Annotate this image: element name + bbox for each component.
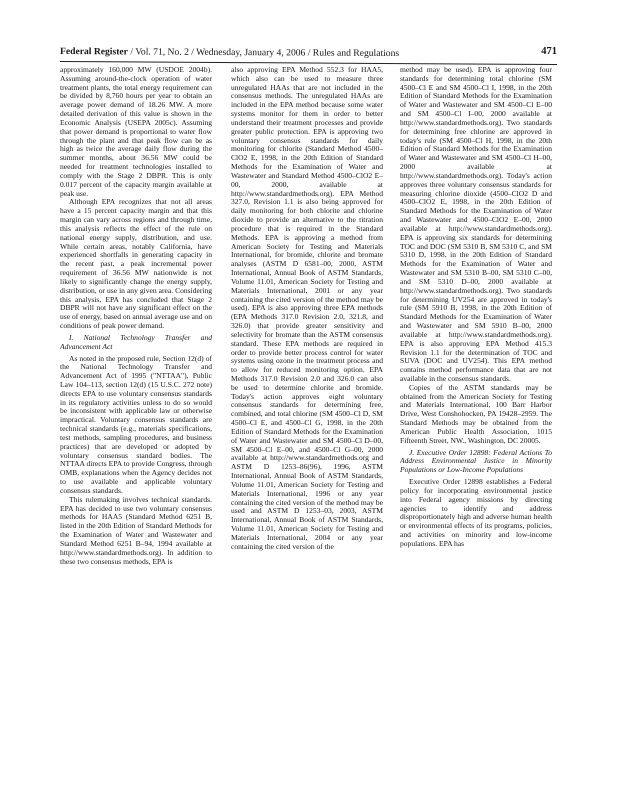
paragraph: This rulemaking involves technical standards. EPA has decided to use two voluntary consensus methods for HAA5 (Standard Method 6251 B, listed in the 20th Edition of Standard Methods for the Examination of Water and Wastewater and Standard Method 6251 B–94, 1994 available at http://www.standardmethods.org). In addition to these two consensus methods, EPA is xyxy=(60,494,212,566)
page-number: 471 xyxy=(541,46,557,57)
section-heading: I. National Technology Transfer and Advancement Act xyxy=(60,332,212,351)
paragraph: Executive Order 12898 establishes a Federal policy for incorporating environmental justice into Federal agency missions by directing agencies to identify and address disproportionately high and adverse human health or environmental effects of its programs, policies, and activities on minority and low-income populations. EPA has xyxy=(400,477,552,548)
section-heading: J. Executive Order 12898: Federal Actions To Address Environmental Justice in Minority Populations or Low-Income Populations xyxy=(400,447,552,475)
paragraph: method may be used). EPA is approving four standards for determining total chlorine (SM 4500–Cl E and SM 4500–Cl I, 1998, in the 20th Edition of Standard Methods for the Examination of Water and Wastewater and SM 4500–Cl E–00 and SM 4500–Cl I–00, 2000 available at http://www.standardmethods.org). Two standards for determining free chlorine are approved in today's rule (SM 4500–Cl H, 1998, in the 20th Edition of Standard Methods for the Examination of Water and Wastewater and SM 4500–Cl H–00, 2000 available at http://www.standardmethods.org). Today's action approves three voluntary consensus standards for measuring chlorine dioxide (4500–ClO2 D and 4500–ClO2 E, 1998, in the 20th Edition of Standard Methods for the Examination of Water and Wastewater and 4500–ClO2 E–00, 2000 available at http://www.standardmethods.org). EPA is approving six standards for determining TOC and DOC (SM 5310 B, SM 5310 C, and SM 5310 D, 1998, in the 20th Edition of Standard Methods for the Examination of Water and Wastewater and SM 5310 B–00, SM 5310 C–00, and SM 5310 D–00, 2000 available at http://www.standardmethods.org). Two standards for determining UV254 are approved in today's rule (SM 5910 B, 1998, in the 20th Edition of Standard Methods for the Examination of Water and Wastewater and SM 5910 B–00, 2000 available at http://www.standardmethods.org). EPA is also approving EPA Method 415.3 Revision 1.1 for the determination of TOC and SUVA (DOC and UV254). This EPA method contains method performance data that are not available in the consensus standards. xyxy=(400,66,552,383)
column-2 xyxy=(231,66,383,778)
publication-name: Federal Register xyxy=(59,46,128,58)
paragraph: also approving EPA Method 552.3 for HAA5, which also can be used to measure three unregulated HAAs that are not included in the consensus methods. The unregulated HAAs are included in the EPA method because some water systems monitor for them in order to better understand their treatment processes and provide greater public protection. EPA is approving two voluntary consensus standards for daily monitoring for chlorite (Standard Method 4500–ClO2 E, 1998, in the 20th Edition of Standard Methods for the Examination of Water and Wastewater and Standard Method 4500–ClO2 E–00, 2000, available at http://www.standardmethods.org). EPA Method 327.0, Revision 1.1 is also being approved for daily monitoring for both chlorite and chlorine dioxide to provide an alternative to the titration procedure that is required in the Standard Methods. EPA is approving a method from American Society for Testing and Materials International, for bromide, chlorite and bromate analyses (ASTM D 6581–00, 2000, ASTM International, Annual Book of ASTM Standards, Volume 11.01, American Society for Testing and Materials International, 2001 or any year containing the cited version of the method may be used). EPA is also approving three EPA methods (EPA Methods 317.0 Revision 2.0, 321.8, and 326.0) that provide greater sensitivity and selectivity for bromate than the ASTM consensus standard. These EPA methods are required in order to provide better process control for water systems using ozone in the treatment process and to allow for reduced monitoring option. EPA Methods 317.0 Revision 2.0 and 326.0 can also be used to determine chlorite and bromide. Today's action approves eight voluntary consensus standards for determining free, combined, and total chlorine (SM 4500–Cl D, SM 4500–Cl E, and 4500–Cl G, 1998, in the 20th Edition of Standard Methods for the Examination of Water and Wastewater and SM 4500–Cl D–00, SM 4500–Cl E–00, and 4500–Cl G–00, 2000 available at http://www.standardmethods.org and ASTM D 1253–86(96), 1996, ASTM International, Annual Book of ASTM Standards, Volume 11.01, American Society for Testing and Materials International, 1996 or any year containing the cited version of the method may be used and ASTM D 1253–03, 2003, ASTM International, Annual Book of ASTM Standards, Volume 11.01, American Society for Testing and Materials International, 2004 or any year containing the cited version of the xyxy=(231,66,383,551)
issue-info: / Vol. 71, No. 2 / Wednesday, January 4, 2006 / Rules and Regulations xyxy=(127,46,400,60)
paragraph: Although EPA recognizes that not all areas have a 15 percent capacity margin and that this margin can vary across regions and through time, this analysis reflects the effect of the rule on national energy supply, distribution, and use. While certain areas, notably California, have experienced shortfalls in generating capacity in the recent past, a peak incremental power requirement of 36.56 MW nationwide is not likely to significantly change the energy supply, distribution, or use in any given area. Considering this analysis, EPA has concluded that Stage 2 DBPR will not have any significant effect on the use of energy, based on annual average use and on conditions of peak power demand. xyxy=(60,197,212,331)
running-header xyxy=(60,46,557,58)
column-1 xyxy=(60,66,212,778)
paragraph: Copies of the ASTM standards may be obtained from the American Society for Testing and Materials International, 100 Barr Harbor Drive, West Conshohocken, PA 19428–2959. The Standard Methods may be obtained from the American Public Health Association, 1015 Fifteenth Street, NW., Washington, DC 20005. xyxy=(400,382,552,445)
paragraph: As noted in the proposed rule, Section 12(d) of the National Technology Transfer and Advancement Act of 1995 ("NTTAA"), Public Law 104–113, section 12(d) (15 U.S.C. 272 note) directs EPA to use voluntary consensus standards in its regulatory activities unless to do so would be inconsistent with applicable law or otherwise impractical. Voluntary consensus standards are technical standards (e.g., materials specifications, test methods, sampling procedures, and business practices) that are developed or adopted by voluntary consensus standard bodies. The NTTAA directs EPA to provide Congress, through OMB, explanations when the Agency decides not to use available and applicable voluntary consensus standards. xyxy=(60,353,212,495)
paragraph: approximately 160,000 MW (USDOE 2004b). Assuming around-the-clock operation of water treatment plants, the total energy requirement can be divided by 8,760 hours per year to obtain an average power demand of 18.26 MW. A more detailed derivation of this value is shown in the Economic Analysis (USEPA 2005c). Assuming that power demand is proportional to water flow through the plant and that peak flow can be as high as twice the average daily flow during the summer months, about 36.56 MW could be needed for treatment technologies installed to comply with the Stage 2 DBPR. This is only 0.017 percent of the capacity margin available at peak use. xyxy=(60,66,212,198)
column-3 xyxy=(400,66,552,778)
header-rule xyxy=(60,61,557,65)
